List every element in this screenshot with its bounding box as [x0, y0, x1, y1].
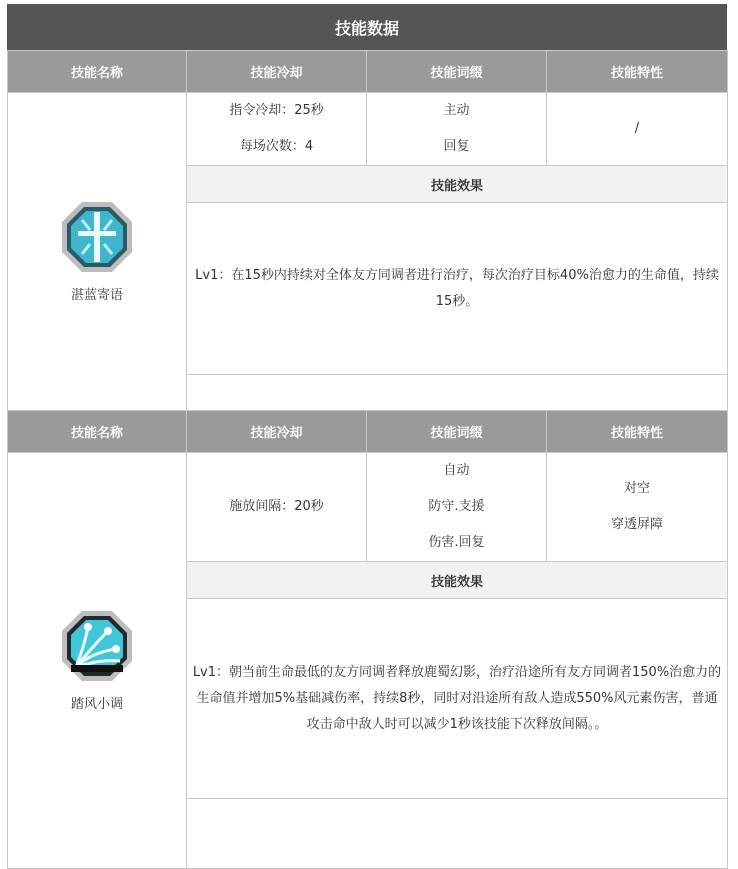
affix-cell	[367, 453, 547, 562]
trait-cell	[547, 453, 728, 562]
affix-line: 自动	[443, 463, 470, 478]
skill-name-cell	[8, 453, 187, 869]
empty-cell	[187, 375, 728, 411]
panel-title: 技能数据	[7, 4, 727, 50]
cooldown-line: 施放间隔：20秒	[229, 499, 324, 514]
affix-line: 伤害.回复	[428, 535, 485, 550]
skill-row	[8, 453, 728, 562]
wind-spray-icon	[60, 609, 134, 683]
effect-header: 技能效果	[187, 562, 728, 599]
blue-cross-burst-icon	[60, 200, 134, 274]
header-skill-name: 技能名称	[8, 51, 187, 93]
cooldown-cell	[187, 93, 367, 166]
cooldown-cell	[187, 453, 367, 562]
cooldown-line: 指令冷却：25秒	[229, 103, 324, 118]
skill-name: 湛蓝寄语	[70, 288, 123, 303]
skill-effect: Lv1：在15秒内持续对全体友方同调者进行治疗，每次治疗目标40%治愈力的生命值，持续15秒。	[187, 203, 728, 375]
empty-cell	[187, 799, 728, 869]
header-trait: 技能特性	[547, 51, 728, 93]
trait-line: 对空	[623, 481, 650, 496]
trait-line: 穿透屏障	[610, 517, 663, 532]
header-row	[8, 411, 728, 453]
affix-line: 防守.支援	[428, 499, 485, 514]
header-affix: 技能词缀	[367, 51, 547, 93]
header-affix: 技能词缀	[367, 411, 547, 453]
header-cooldown: 技能冷却	[187, 51, 367, 93]
trait-line: /	[634, 121, 640, 136]
skill-effect: Lv1：朝当前生命最低的友方同调者释放鹿蜀幻影，治疗沿途所有友方同调者150%治愈力的生命值并增加5%基础减伤率，持续8秒，同时对沿途所有敌人造成550%风元素伤害，普通攻击命中敌人时可以减少1秒该技能下次释放间隔。。	[187, 599, 728, 799]
affix-line: 主动	[443, 103, 470, 118]
skill-row	[8, 93, 728, 166]
skill-data-panel	[7, 4, 727, 869]
header-trait: 技能特性	[547, 411, 728, 453]
affix-line: 回复	[443, 139, 470, 154]
header-row	[8, 51, 728, 93]
skill-table	[7, 50, 728, 869]
affix-cell	[367, 93, 547, 166]
header-cooldown: 技能冷却	[187, 411, 367, 453]
cooldown-line: 每场次数：4	[239, 139, 314, 154]
trait-cell	[547, 93, 728, 166]
skill-name-cell	[8, 93, 187, 411]
effect-header: 技能效果	[187, 166, 728, 203]
skill-name: 踏风小调	[70, 697, 123, 712]
header-skill-name: 技能名称	[8, 411, 187, 453]
